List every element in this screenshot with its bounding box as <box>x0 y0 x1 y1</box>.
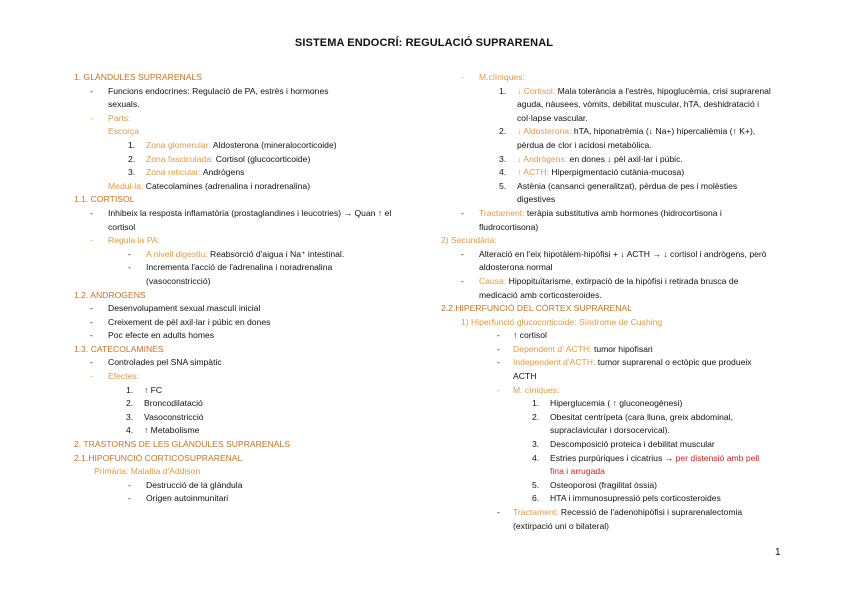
list-item: - Efectes: <box>90 371 140 382</box>
list-item: - Funcions endocrines: Regulació de PA, estrès i hormones sexuals. <box>90 85 329 110</box>
list-item: - Controlades pel SNA simpàtic <box>90 357 222 368</box>
list-item: 2. Zona fasciculada: Cortisol (glucocorticoide) <box>128 153 311 164</box>
list-item: - M. cíniques: <box>497 384 560 395</box>
right-column <box>441 71 776 533</box>
list-item: - Alteració en l'eix hipotàlem-hipòfisi + ↓ ACTH → ↓ cortisol i andrògens, però aldosterona normal <box>461 248 767 273</box>
list-item: - A nivell digestiu: Reabsorció d'aigua i Na⁺ intestinal. <box>128 248 345 259</box>
list-item: 5. Astènia (cansanci generalitzat), pèrdua de pes i molèsties digestives <box>499 180 738 205</box>
page-number: 1 <box>775 547 781 558</box>
list-item: - Tractament: Recessió de l'adenohipòfisi i suprarenalectomia (extirpació uni o bilateral) <box>497 507 743 531</box>
section-heading: 1. GLÀNDULES SUPRARENALS <box>74 72 202 82</box>
list-item: 2. ↓ Aldosterona: hTA, hiponatrèmia (↓ Na+) hipercalièmia (↑ K+), pèrdua de clor i acidosi metabòlica. <box>499 126 756 150</box>
section-heading: 1.2. ANDROGENS <box>74 289 146 300</box>
list-item: 4. ↑ Metabolisme <box>126 425 200 436</box>
section-heading: 1.1. CORTISOL <box>74 194 135 205</box>
list-item: - Regula la PA: <box>90 235 160 246</box>
list-item: 3. Vasoconstricció <box>126 411 204 422</box>
section-heading: 2.2.HIPERFUNCIÓ DEL CÒRTEX SUPRARENAL <box>441 303 633 314</box>
page-title: SISTEMA ENDOCRÍ: REGULACIÓ SUPRARENAL <box>294 37 554 49</box>
subheading: 1) Hiperfunció glucocorticoide: Síndrome de Cushing <box>461 316 663 327</box>
list-item: 1. ↑ FC <box>126 384 163 395</box>
list-item: - Tractament: teràpia substitutiva amb hormones (hidrocortisona i fludrocortisona) <box>461 207 722 232</box>
list-item: 5. Osteoporosi (fragilitat òssia) <box>532 479 657 490</box>
list-item: - Creixement de pèl axil·lar i púbic en dones <box>90 316 271 327</box>
list-item: - Independent d'ACTH: tumor suprarenal o ectòpic que produeix ACTH <box>497 357 752 382</box>
list-item: - Destrucció de la glàndula <box>128 479 243 490</box>
list-item: 6. HTA i immunosupressió pels corticosteroides <box>532 493 721 504</box>
left-column <box>74 71 394 506</box>
list-item: - Dependent d' ACTH: tumor hipofisari <box>497 343 653 354</box>
list-item: - ↑ cortisol <box>497 330 547 341</box>
dash-bullet: - <box>90 112 93 123</box>
subheading: 2) Secundària: <box>441 235 497 246</box>
subheading: Escorça <box>108 126 140 137</box>
list-item: 4. ↑ ACTH: Hiperpigmentació cutània-mucosa) <box>499 167 685 178</box>
section-heading: 1.3. CATECOLAMINES <box>74 343 164 354</box>
list-item: 1. ↓ Cortisol: Mala tolerància a l'estrès, hipoglucèmia, crisi suprarenal aguda, nàusees, vòmits, debilitat muscular, hTA, deshidratació i col·lapse vascular. <box>499 85 771 123</box>
section-heading: 2.1.HIPOFUNCIÓ CORTICOSUPRARENAL <box>74 452 243 463</box>
list-item: - Origen autoinmunitari <box>128 493 229 504</box>
list-item: - M.clíniques: <box>461 72 525 82</box>
list-item: - Incrementa l'acció de l'adrenalina i noradrenalina (vasoconstricció) <box>128 262 333 286</box>
list-item: - Desenvolupament sexual masculí inicial <box>90 303 261 314</box>
list-item: Medul·la: Catecolamines (adrenalina i noradrenalina) <box>108 180 311 191</box>
list-item: - Causa: Hipopituïtarisme, extirpació de la hipòfisi i retirada brusca de medicació amb corticosteroides. <box>461 275 739 300</box>
list-item: 4. Estries purpúriques i cicatrius → per distensió amb pell fina i arrugada <box>532 452 760 477</box>
subheading: Primària: Malaltia d'Addison <box>94 466 201 477</box>
list-item: 3. Zona reticular: Andrògens <box>128 167 245 178</box>
list-item: 2. Obesitat centrípeta (cara lluna, greix abdominal, supraclavicular i dorsocervical). <box>532 411 733 436</box>
list-item: 1. Hiperglucemia ( ↑ gluconeogènesi) <box>532 398 683 409</box>
dash-bullet: - <box>90 85 93 96</box>
list-item: - Poc efecte en adults homes <box>90 330 215 341</box>
list-item: 3. Descomposició proteica i debilitat muscular <box>532 439 715 450</box>
list-item: 3. ↓ Andrògens: en dones ↓ pèl axil·lar i púbic. <box>499 153 683 164</box>
list-item: 1. Zona glomerular: Aldosterona (mineralocorticoide) <box>128 139 337 150</box>
list-item: - Parts: <box>74 112 394 126</box>
section-heading: 2. TRASTORNS DE LES GLÀNDULES SUPRARENALS <box>74 439 291 450</box>
list-item: - Inhibeix la resposta inflamatòria (prostaglandines i leucotries) → Quan ↑ el cortisol <box>90 207 392 232</box>
list-item: 2. Broncodilatació <box>126 398 203 409</box>
